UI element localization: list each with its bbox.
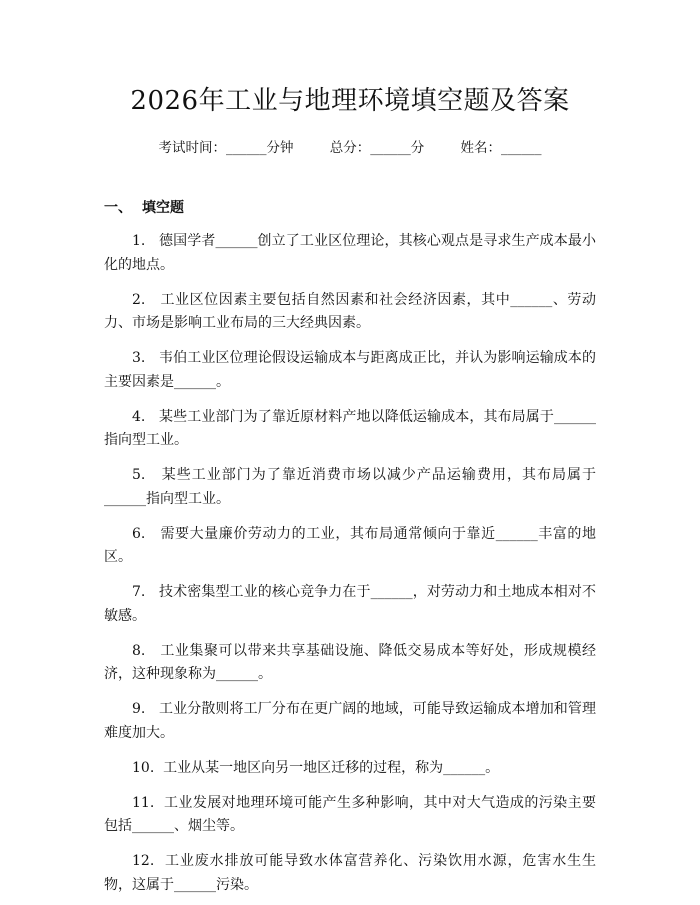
question-text: 某些工业部门为了靠近消费市场以减少产品运输费用，其布局属于______指向型工业。	[104, 467, 597, 507]
page-title: 2026年工业与地理环境填空题及答案	[130, 86, 570, 116]
question-text: 德国学者______创立了工业区位理论，其核心观点是寻求生产成本最小化的地点。	[104, 233, 596, 273]
question-number: 3.	[132, 350, 146, 366]
question-item	[104, 698, 596, 745]
question-text: 需要大量廉价劳动力的工业，其布局通常倾向于靠近______丰富的地区。	[104, 525, 597, 565]
question-number: 5.	[132, 467, 146, 483]
exam-time: 考试时间：______分钟	[158, 140, 294, 156]
question-text: 工业分散则将工厂分布在更广阔的地域，可能导致运输成本增加和管理难度加大。	[104, 701, 596, 741]
question-item	[104, 406, 596, 453]
exam-meta	[104, 138, 596, 158]
question-item	[104, 523, 596, 570]
question-item	[104, 230, 596, 277]
question-item	[104, 347, 596, 394]
question-number: 7.	[132, 584, 146, 600]
question-text: 某些工业部门为了靠近原材料产地以降低运输成本，其布局属于______指向型工业。	[104, 408, 596, 448]
question-text: 技术密集型工业的核心竞争力在于______，对劳动力和土地成本相对不敏感。	[104, 584, 596, 624]
question-number: 12.	[132, 853, 155, 869]
question-item	[104, 289, 596, 336]
total-score: 总分：______分	[329, 140, 425, 156]
section-number: 一、	[104, 200, 132, 216]
question-text: 工业区位因素主要包括自然因素和社会经济因素，其中______、劳动力、市场是影响工业布局的三大经典因素。	[104, 291, 597, 331]
section-title: 填空题	[142, 200, 184, 216]
question-number: 6.	[132, 525, 146, 542]
question-item	[104, 792, 596, 839]
question-item	[104, 757, 596, 781]
question-number: 10.	[132, 759, 155, 776]
question-item	[104, 464, 596, 511]
question-text: 工业废水排放可能导致水体富营养化、污染饮用水源，危害水生生物，这属于______污染。	[104, 853, 597, 893]
question-text: 工业集聚可以带来共享基础设施、降低交易成本等好处，形成规模经济，这种现象称为______。	[104, 642, 597, 682]
question-item	[104, 850, 596, 897]
question-number: 9.	[132, 701, 146, 717]
question-number: 11.	[132, 794, 155, 811]
question-text: 工业从某一地区向另一地区迁移的过程，称为______。	[163, 759, 500, 776]
question-text: 韦伯工业区位理论假设运输成本与距离成正比，并认为影响运输成本的主要因素是______。	[104, 350, 596, 390]
question-number: 1.	[132, 233, 146, 249]
question-number: 8.	[132, 642, 146, 659]
question-item	[104, 581, 596, 628]
question-item	[104, 640, 596, 687]
section-heading	[104, 198, 596, 218]
student-name: 姓名：______	[460, 140, 542, 156]
question-text: 工业发展对地理环境可能产生多种影响，其中对大气造成的污染主要包括______、烟尘等。	[104, 794, 596, 834]
question-number: 4.	[132, 408, 146, 425]
question-number: 2.	[132, 291, 146, 308]
question-list	[104, 230, 596, 897]
